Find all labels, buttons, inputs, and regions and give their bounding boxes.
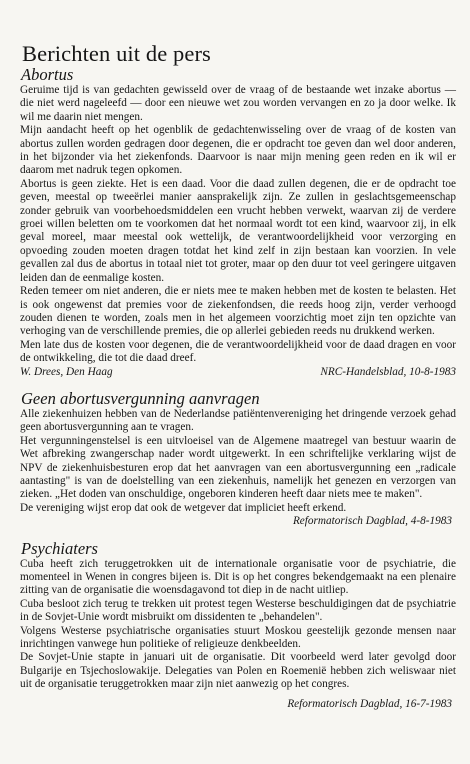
paragraph: Geruime tijd is van gedachten gewisseld over de vraag of de bestaande wet inzake abortus — die niet werd nageleefd — door een nieuwe wet zou worden vervangen en zo ja door welke. Ik wil me daarin niet mengen.	[20, 84, 456, 123]
source-citation: NRC-Handelsblad, 10-8-1983	[320, 365, 456, 378]
section-heading: Abortus	[21, 65, 74, 84]
author-signature: W. Drees, Den Haag	[20, 365, 113, 378]
section-heading: Geen abortusvergunning aanvragen	[21, 388, 260, 408]
page-title: Berichten uit de pers	[22, 41, 211, 66]
signature-row	[20, 366, 456, 379]
paragraph: Mijn aandacht heeft op het ogenblik de gedachtenwisseling over de vraag of de kosten van abortus zullen worden gedragen door degenen, die er opdracht toe geven dan wel door anderen, in het bijzonder via het ziekenfonds. Daarvoor is naar mijn mening geen reden en ik wil er daarom met nadruk tegen opkomen.	[20, 124, 456, 177]
paragraph: Cuba besloot zich terug te trekken uit protest tegen Westerse beschuldigingen dat de psychiatrie in de Sovjet-Unie wordt misbruikt om dissidenten te „behandelen".	[20, 597, 456, 624]
paragraph: Cuba heeft zich teruggetrokken uit de internationale organisatie voor de psychiatrie, die momenteel in Wenen in congres bijeen is. Dit is op het congres bekendgemaakt na een plenaire zitting van de organisatie die woensdagavond tot diep in de nacht uitliep.	[20, 557, 456, 597]
source-citation: Reformatorisch Dagblad, 4-8-1983	[292, 515, 452, 528]
paragraph: Reden temeer om niet anderen, die er niets mee te maken hebben met de kosten te belasten. Het is ook ongewenst dat premies voor de ziekenfondsen, die reeds hoog zijn, verder verhoogd zouden dienen te worden, zoals men in het algemeen voorzichtig moet zijn ten opzichte van verhoging van de verschillende premies, die op allerlei gebieden reeds nu drukkend werken.	[20, 285, 456, 338]
article-psychiaters	[20, 540, 456, 711]
paragraph: Het vergunningenstelsel is een uitvloeisel van de Algemene maatregel van bestuur waarin de Wet afbreking zwangerschap nader wordt uitgewerkt. In een schriftelijke verklaring wijst de NPV de ziekenhuisbesturen erop dat het aanvragen van een abortusvergunning een „radicale aantasting" is van de doelstelling van een ziekenhuis, namelijk het genezen en verzorgen van zieken. „Het doden van onschuldige, ongeboren kinderen heeft daar niets mee te maken".	[20, 434, 456, 501]
paragraph: Volgens Westerse psychiatrische organisaties stuurt Moskou geestelijk gezonde mensen naar inrichtingen vanwege hun politieke of religieuze denkbeelden.	[20, 624, 456, 651]
source-citation: Reformatorisch Dagblad, 16-7-1983	[287, 697, 452, 710]
paragraph: Alle ziekenhuizen hebben van de Nederlandse patiëntenvereniging het dringende verzoek gehad geen abortusvergunning aan te vragen.	[20, 407, 456, 434]
article-abortus	[20, 66, 456, 379]
paragraph: De vereniging wijst erop dat ook de wetgever dat impliciet heeft erkend.	[20, 501, 347, 514]
paragraph: Abortus is geen ziekte. Het is een daad. Voor die daad zullen degenen, die er de opdracht toe geven, meestal op tweeërlei manier aansprakelijk zijn. Ze zullen in geslachtsgemeenschap zonder gebruik van voorbehoedsmiddelen een vrucht hebben verwekt, waarvan zij de verdere groei willen beletten om te voorkomen dat het normaal wordt tot een kind, waarvoor zij, in elk geval moreel, maar meestal ook wettelijk, de verantwoordelijkheid voor verzorging en opvoeding zouden moeten dragen totdat het kind zelf in zijn bestaan kan voorzien. In vele gevallen zal dus de abortus in totaal niet tot groter, maar op den duur tot veel geringere uitgaven leiden dan de eenmalige kosten.	[20, 177, 456, 284]
paragraph: De Sovjet-Unie stapte in januari uit de organisatie. Dit voorbeeld werd later gevolgd door Bulgarije en Tsjechoslowakije. Delegaties van Polen en Roemenië hebben zich weliswaar niet uit de organisatie teruggetrokken maar zijn niet aanwezig op het congres.	[20, 651, 456, 691]
article-geen-abortusvergunning	[20, 390, 456, 529]
section-heading: Psychiaters	[21, 538, 98, 558]
paragraph: Men late dus de kosten voor degenen, die de verantwoordelijkheid voor de daad dragen en voor de ontwikkeling, die tot die daad dreef.	[20, 338, 456, 365]
